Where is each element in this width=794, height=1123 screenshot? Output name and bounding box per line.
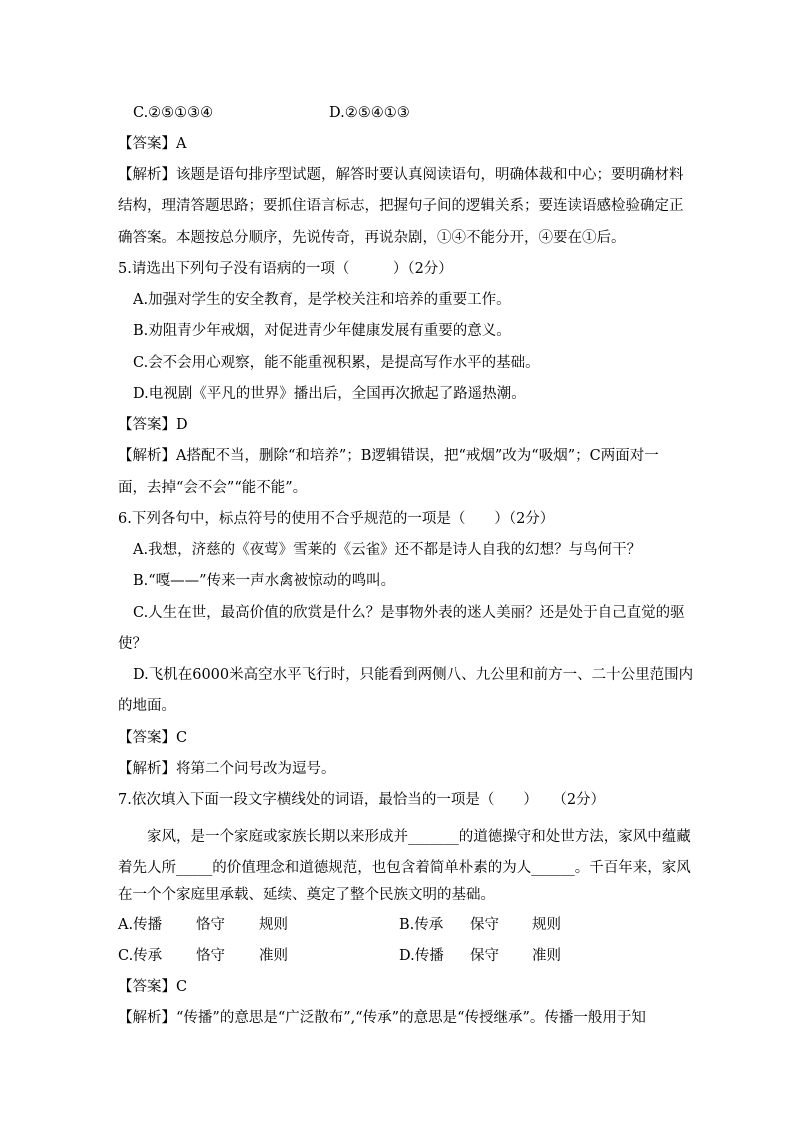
q7-option-b-word-1: B.传承 xyxy=(399,917,444,933)
q5-option-a: A.加强对学生的安全教育，是学校关注和培养的重要工作。 xyxy=(133,292,511,308)
q7-option-c-word-2: 恪守 xyxy=(196,948,225,964)
q6-option-b: B.“嘎——”传来一声水禽被惊动的鸣叫。 xyxy=(133,573,396,589)
q5-analysis-line-1: 【解析】A搭配不当，删除“和培养”；B逻辑错误，把“戒烟”改为“吸烟”；C两面对一 xyxy=(118,448,659,464)
q7-option-d-word-3: 准则 xyxy=(532,948,561,964)
q7-passage-line-2: 着先人所_____的价值理念和道德规范，也包含着简单朴素的为人______。千百年来，家风 xyxy=(118,860,691,876)
q6-option-d-line-2: 的地面。 xyxy=(118,698,176,714)
q4-answer: 【答案】A xyxy=(118,136,187,152)
q6-analysis: 【解析】将第二个问号改为逗号。 xyxy=(118,761,336,777)
q6-option-c-line-2: 使？ xyxy=(118,636,147,652)
q5-analysis-line-2: 面，去掉“会不会”“能不能”。 xyxy=(118,480,308,496)
q7-passage-line-1: 家风，是一个家庭或家族长期以来形成并_______的道德操守和处世方法，家风中蕴藏 xyxy=(147,829,691,845)
q7-passage-line-3: 在一个个家庭里承载、延续、奠定了整个民族文明的基础。 xyxy=(118,887,495,903)
q7-option-a-word-2: 恪守 xyxy=(196,917,225,933)
q7-option-c-word-3: 准则 xyxy=(259,948,288,964)
q7-answer: 【答案】C xyxy=(118,979,188,995)
q7-option-b-word-3: 规则 xyxy=(532,917,561,933)
q6-option-a: A.我想，济慈的《夜莺》雪莱的《云雀》还不都是诗人自我的幻想？与鸟何干？ xyxy=(133,542,642,558)
q7-option-a-word-1: A.传播 xyxy=(118,917,163,933)
q7-option-a-word-3: 规则 xyxy=(259,917,288,933)
q4-analysis-line-2: 结构，理清答题思路；要抓住语言标志，把握句子间的逻辑关系；要连读语感检验确定正 xyxy=(118,198,684,214)
q6-answer: 【答案】C xyxy=(118,730,188,746)
q6-stem: 6.下列各句中，标点符号的使用不合乎规范的一项是（ ）（2分） xyxy=(118,511,555,527)
q5-option-c: C.会不会用心观察，能不能重视积累，是提高写作水平的基础。 xyxy=(133,355,540,371)
q7-option-b-word-2: 保守 xyxy=(470,917,499,933)
q7-stem: 7.依次填入下面一段文字横线处的词语，最恰当的一项是（ ） （2分） xyxy=(118,792,606,808)
q4-option-d: D.②⑤④①③ xyxy=(329,105,410,121)
q4-option-c: C.②⑤①③④ xyxy=(133,105,214,121)
q7-option-c-word-1: C.传承 xyxy=(118,948,163,964)
q5-option-d: D.电视剧《平凡的世界》播出后，全国再次掀起了路遥热潮。 xyxy=(133,386,526,402)
q4-analysis-line-1: 【解析】该题是语句排序型试题，解答时要认真阅读语句，明确体裁和中心；要明确材料 xyxy=(118,167,684,183)
q7-option-d-word-2: 保守 xyxy=(470,948,499,964)
q5-option-b: B.劝阻青少年戒烟，对促进青少年健康发展有重要的意义。 xyxy=(133,323,511,339)
q7-analysis: 【解析】“传播”的意思是“广泛散布”,“传承”的意思是“传授继承”。传播一般用于知 xyxy=(118,1010,646,1026)
q5-stem: 5.请选出下列句子没有语病的一项（ ）（2分） xyxy=(118,261,453,277)
q6-option-d-line-1: D.飞机在6000米高空水平飞行时，只能看到两侧八、九公里和前方一、二十公里范围内 xyxy=(133,667,694,683)
q6-option-c-line-1: C.人生在世，最高价值的欣赏是什么？是事物外表的迷人美丽？还是处于自己直觉的驱 xyxy=(133,605,685,621)
q7-option-d-word-1: D.传播 xyxy=(399,948,444,964)
q4-analysis-line-3: 确答案。本题按总分顺序，先说传奇，再说杂剧，①④不能分开，④要在①后。 xyxy=(118,230,626,246)
q5-answer: 【答案】D xyxy=(118,417,188,433)
